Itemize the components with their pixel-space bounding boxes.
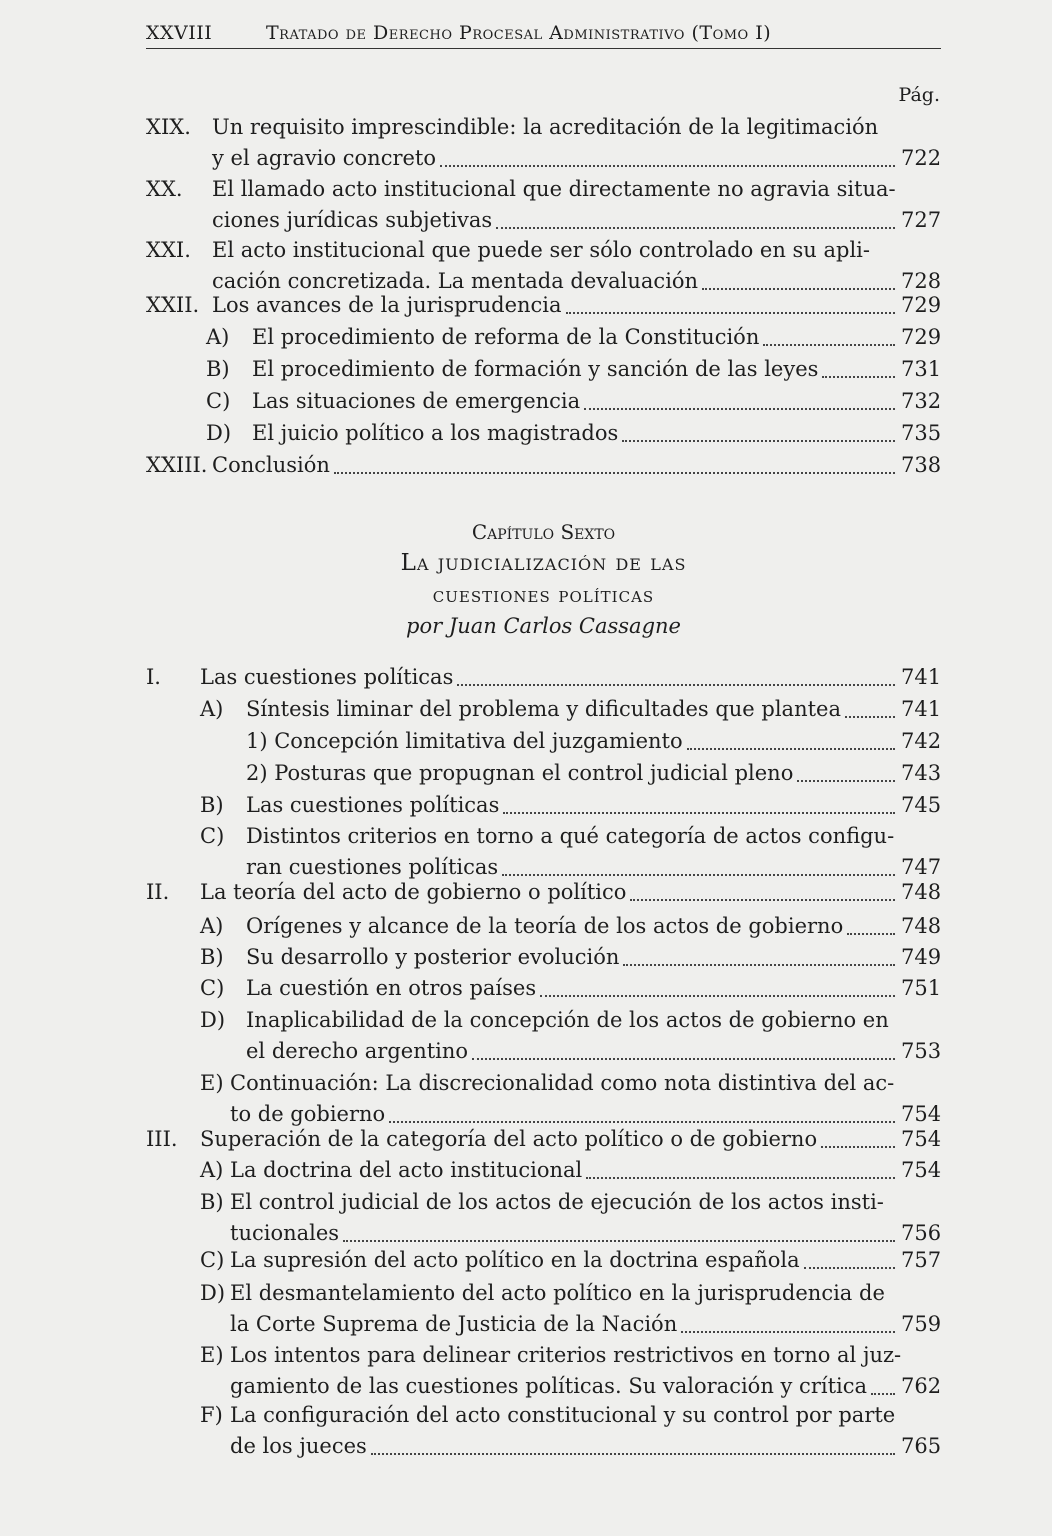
toc-entry-number: C) <box>206 389 231 413</box>
toc-entry <box>146 174 942 236</box>
toc-entry-number: D) <box>206 421 232 445</box>
toc-entry-text: La configuración del acto constitucional y su control por parte <box>230 1403 896 1427</box>
toc-page-number: 756 <box>901 1221 942 1245</box>
running-header <box>146 22 941 49</box>
toc-page-number: 749 <box>901 945 942 969</box>
toc-entry-text: Las cuestiones políticas <box>200 665 454 689</box>
toc-entry <box>246 726 941 757</box>
dot-leader <box>630 898 895 901</box>
toc-entry-text: El procedimiento de reforma de la Constitución <box>252 325 760 349</box>
toc-entry-text: La doctrina del acto institucional <box>230 1158 583 1182</box>
toc-page-number: 738 <box>901 453 942 477</box>
dot-leader <box>847 932 895 935</box>
toc-page-number: 731 <box>901 357 942 381</box>
toc-entry-number: A) <box>200 697 224 721</box>
toc-entry <box>200 1340 942 1402</box>
page-column-label: Pág. <box>898 84 940 106</box>
dot-leader <box>472 1057 895 1060</box>
toc-entry-number: C) <box>200 1248 225 1272</box>
toc-page-number: 754 <box>901 1102 942 1126</box>
toc-entry-text: Continuación: La discrecionalidad como nota distintiva del ac- <box>230 1071 895 1095</box>
toc-entry-number: D) <box>200 1281 226 1305</box>
page-number-roman: XXVIII <box>146 22 213 44</box>
toc-entry-number: II. <box>146 880 170 904</box>
toc-entry <box>200 1245 942 1276</box>
toc-entry-text: La supresión del acto político en la doctrina española <box>230 1248 800 1272</box>
toc-entry-text: Las situaciones de emergencia <box>252 389 581 413</box>
dot-leader <box>440 164 895 167</box>
chapter-label: Capítulo Sexto <box>471 520 616 544</box>
toc-entry <box>206 354 942 385</box>
toc-entry <box>200 973 942 1004</box>
dot-leader <box>822 375 895 378</box>
toc-entry <box>246 758 941 789</box>
toc-page-number: 728 <box>901 269 942 293</box>
toc-entry-text: Los intentos para delinear criterios restrictivos en torno al juz- <box>230 1343 902 1367</box>
toc-page-number: 729 <box>901 325 942 349</box>
toc-page-number: 762 <box>901 1374 942 1398</box>
toc-entry-text: El desmantelamiento del acto político en la jurisprudencia de <box>230 1281 885 1305</box>
toc-page-number: 727 <box>901 208 942 232</box>
dot-leader <box>457 683 895 686</box>
toc-entry <box>206 322 942 353</box>
dot-leader <box>334 471 895 474</box>
toc-entry-text: Superación de la categoría del acto político o de gobierno <box>200 1127 818 1151</box>
toc-entry <box>200 1005 942 1067</box>
dot-leader <box>496 226 895 229</box>
toc-entry-number: C) <box>200 824 225 848</box>
dot-leader <box>821 1145 895 1148</box>
toc-entry-text: El llamado acto institucional que directamente no agravia situa- <box>212 177 896 201</box>
dot-leader <box>687 747 895 750</box>
toc-entry <box>200 1400 942 1462</box>
toc-page-number: 729 <box>901 293 942 317</box>
dot-leader <box>343 1239 895 1242</box>
toc-page-number: 741 <box>901 665 942 689</box>
toc-entry <box>200 1187 942 1249</box>
dot-leader <box>763 343 895 346</box>
toc-entry <box>146 290 942 321</box>
toc-entry-text: gamiento de las cuestiones políticas. Su valoración y crítica <box>230 1374 868 1398</box>
toc-page-number: 748 <box>901 914 942 938</box>
toc-entry-number: III. <box>146 1127 178 1151</box>
toc-entry-text: ciones jurídicas subjetivas <box>212 208 493 232</box>
toc-entry <box>146 1124 942 1155</box>
chapter-author: por Juan Carlos Cassagne <box>406 614 681 638</box>
toc-entry-text: de los jueces <box>230 1434 367 1458</box>
toc-page-number: 765 <box>901 1434 942 1458</box>
toc-page-number: 735 <box>901 421 942 445</box>
toc-entry-text: 1) Concepción limitativa del juzgamiento <box>246 729 683 753</box>
dot-leader <box>389 1120 895 1123</box>
toc-entry-number: E) <box>200 1343 224 1367</box>
dot-leader <box>681 1330 895 1333</box>
toc-entry-text: Orígenes y alcance de la teoría de los actos de gobierno <box>246 914 844 938</box>
toc-entry-number: A) <box>200 914 224 938</box>
chapter-title-2: cuestiones políticas <box>432 583 655 607</box>
toc-entry-text: Distintos criterios en torno a qué categoría de actos configu- <box>246 824 895 848</box>
toc-entry-text: to de gobierno <box>230 1102 386 1126</box>
toc-entry-text: El juicio político a los magistrados <box>252 421 619 445</box>
toc-page-number: 751 <box>901 976 942 1000</box>
toc-page-number: 747 <box>901 855 942 879</box>
dot-leader <box>797 779 895 782</box>
toc-page-number: 745 <box>901 793 942 817</box>
dot-leader <box>871 1392 895 1395</box>
toc-page-number: 743 <box>901 761 942 785</box>
toc-entry-number: I. <box>146 665 161 689</box>
toc-entry <box>200 790 942 821</box>
dot-leader <box>502 873 895 876</box>
toc-entry <box>146 450 942 481</box>
toc-entry-text: El acto institucional que puede ser sólo controlado en su apli- <box>212 238 870 262</box>
toc-entry-text: El procedimiento de formación y sanción de las leyes <box>252 357 819 381</box>
toc-entry <box>146 235 942 297</box>
toc-entry <box>200 694 942 725</box>
toc-entry-number: B) <box>206 357 230 381</box>
toc-entry-number: B) <box>200 945 224 969</box>
toc-entry-text: tucionales <box>230 1221 340 1245</box>
toc-entry-text: La teoría del acto de gobierno o político <box>200 880 627 904</box>
dot-leader <box>540 994 895 997</box>
toc-entry <box>206 418 942 449</box>
toc-page-number: 742 <box>901 729 942 753</box>
toc-page-number: 741 <box>901 697 942 721</box>
toc-entry-text: Un requisito imprescindible: la acreditación de la legitimación <box>212 115 879 139</box>
toc-entry-number: C) <box>200 976 225 1000</box>
dot-leader <box>845 715 895 718</box>
chapter-title-1: La judicialización de las <box>400 550 687 576</box>
toc-entry-text: ran cuestiones políticas <box>246 855 499 879</box>
toc-entry-number: XXI. <box>146 238 191 262</box>
toc-page-number: 759 <box>901 1312 942 1336</box>
toc-entry-text: Las cuestiones políticas <box>246 793 500 817</box>
dot-leader <box>623 963 895 966</box>
toc-entry-number: D) <box>200 1008 226 1032</box>
toc-entry <box>146 112 942 174</box>
toc-page-number: 757 <box>901 1248 942 1272</box>
toc-entry-number: F) <box>200 1403 223 1427</box>
dot-leader <box>566 311 895 314</box>
toc-entry-number: B) <box>200 793 224 817</box>
toc-entry-number: A) <box>206 325 230 349</box>
toc-entry-text: El control judicial de los actos de ejecución de los actos insti- <box>230 1190 884 1214</box>
toc-entry-text: Síntesis liminar del problema y dificultades que plantea <box>246 697 841 721</box>
toc-entry-text: y el agravio concreto <box>212 146 437 170</box>
toc-entry-text: Los avances de la jurisprudencia <box>212 293 562 317</box>
toc-page-number: 754 <box>901 1127 942 1151</box>
dot-leader <box>371 1452 895 1455</box>
toc-entry <box>200 1278 942 1340</box>
toc-entry-number: XX. <box>146 177 183 201</box>
toc-entry <box>206 386 942 417</box>
dot-leader <box>503 811 895 814</box>
book-title: Tratado de Derecho Procesal Administrativo (Tomo I) <box>266 22 772 44</box>
toc-entry <box>146 877 942 908</box>
dot-leader <box>584 407 895 410</box>
toc-entry-text: la Corte Suprema de Justicia de la Nación <box>230 1312 678 1336</box>
toc-entry-text: Inaplicabilidad de la concepción de los actos de gobierno en <box>246 1008 889 1032</box>
toc-entry-text: Conclusión <box>212 453 330 477</box>
toc-entry-number: B) <box>200 1190 224 1214</box>
toc-entry-text: el derecho argentino <box>246 1039 469 1063</box>
toc-entry-text: cación concretizada. La mentada devaluación <box>212 269 699 293</box>
toc-page-number: 748 <box>901 880 942 904</box>
toc-entry-number: E) <box>200 1071 224 1095</box>
toc-entry <box>200 821 942 883</box>
toc-entry-text: La cuestión en otros países <box>246 976 537 1000</box>
dot-leader <box>622 439 895 442</box>
toc-entry <box>200 1068 942 1130</box>
toc-entry-text: 2) Posturas que propugnan el control judicial pleno <box>246 761 794 785</box>
toc-entry-number: XXIII. <box>146 453 208 477</box>
toc-entry-number: XIX. <box>146 115 191 139</box>
toc-entry-number: A) <box>200 1158 224 1182</box>
toc-entry-text: Su desarrollo y posterior evolución <box>246 945 620 969</box>
toc-page-number: 732 <box>901 389 942 413</box>
toc-entry <box>146 662 942 693</box>
toc-entry <box>200 1155 942 1186</box>
toc-page-number: 722 <box>901 146 942 170</box>
toc-entry <box>200 942 942 973</box>
toc-entry-number: XXII. <box>146 293 200 317</box>
dot-leader <box>586 1176 895 1179</box>
toc-page-number: 753 <box>901 1039 942 1063</box>
toc-page-number: 754 <box>901 1158 942 1182</box>
toc-entry <box>200 911 942 942</box>
dot-leader <box>804 1266 895 1269</box>
